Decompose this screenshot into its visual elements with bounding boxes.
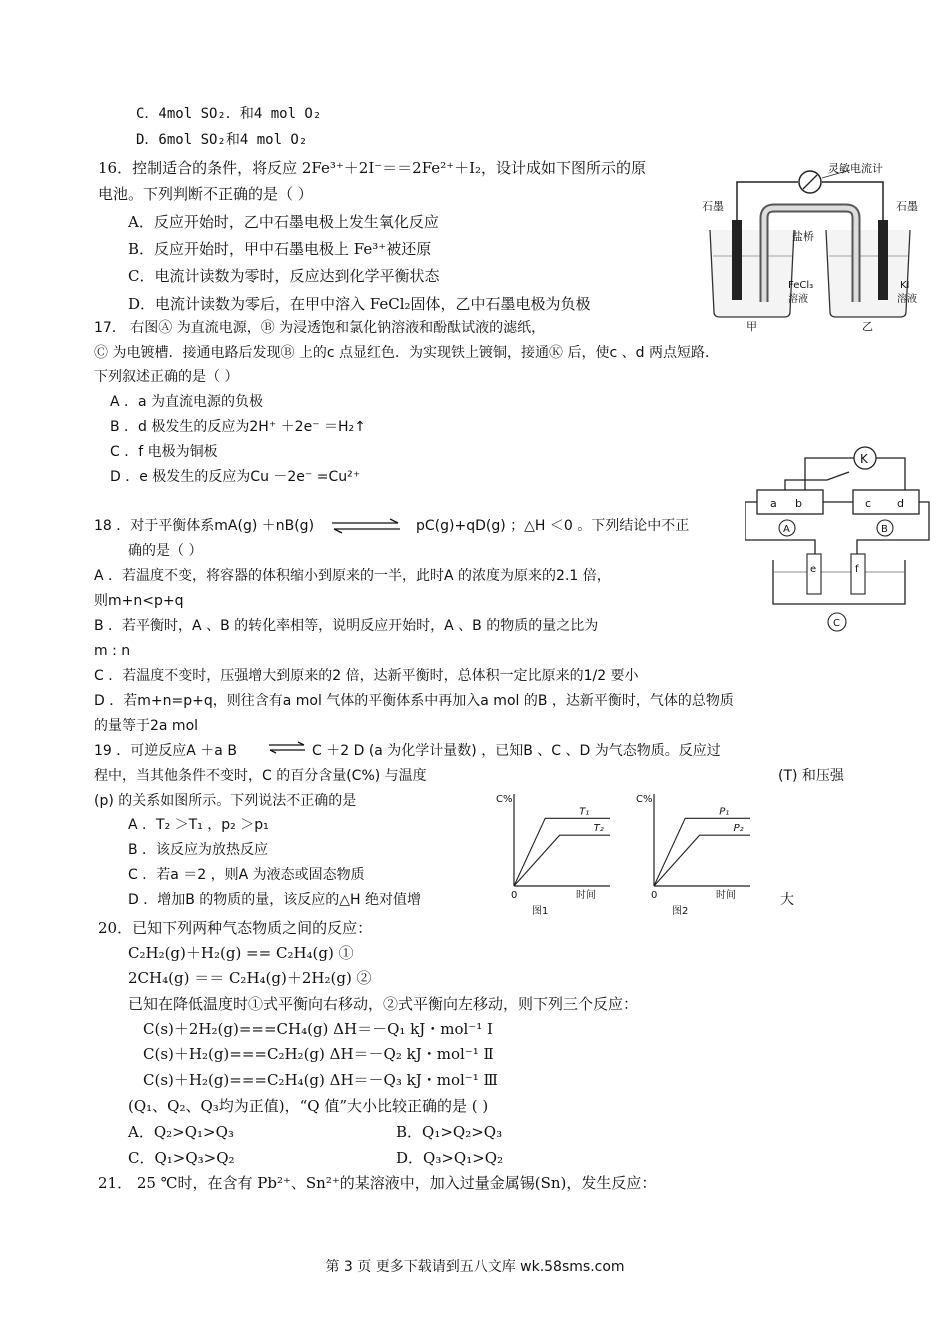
q20-equation-3: C(s)＋H₂(g)===C₂H₄(g) ΔH＝－Q₃ kJ・mol⁻¹ Ⅲ bbox=[143, 1071, 498, 1089]
q18-option-d-line1: D ．若m+n=p+q，则往含有a mol 气体的平衡体系中再加入a mol 的B ，达新平衡时，气体的总物质 bbox=[94, 693, 734, 709]
q18-stem-line1a: 18 ．对于平衡体系mA(g) ＋nB(g) bbox=[94, 518, 315, 534]
q19-option-c: C ．若a ＝2 ，则A 为液态或固态物质 bbox=[128, 867, 365, 883]
q16-option-d: D．电流计读数为零后，在甲中溶入 FeCl₂固体，乙中石墨电极为负极 bbox=[128, 295, 591, 313]
equilibrium-arrows-icon bbox=[330, 516, 402, 536]
q18-option-b-line1: B ．若平衡时，A 、B 的转化率相等，说明反应开始时，A 、B 的物质的量之比为 bbox=[94, 618, 599, 634]
terminal-d: d bbox=[897, 497, 904, 510]
q17-option-b: B ．d 极发生的反应为2H⁺ ＋2e⁻ ＝H₂↑ bbox=[110, 419, 366, 435]
q19-stem-line1b: C ＋2 D (a 为化学计量数) ，已知B 、C 、D 为气态物质。反应过 bbox=[312, 743, 721, 759]
q19-option-b: B ．该反应为放热反应 bbox=[128, 842, 269, 858]
meter-label: 灵敏电流计 bbox=[828, 162, 883, 175]
right-cell-label: 乙 bbox=[862, 320, 873, 332]
filter-paper-b-label: B bbox=[881, 524, 888, 535]
terminal-a: a bbox=[770, 497, 777, 510]
origin-label: 0 bbox=[651, 890, 658, 901]
switch-k-label: K bbox=[860, 452, 868, 466]
q16-option-c: C．电流计读数为零时，反应达到化学平衡状态 bbox=[128, 267, 440, 285]
x-axis-label: 时间 bbox=[716, 890, 736, 901]
q19-stem-line1a: 19 ．可逆反应A ＋a B bbox=[94, 743, 237, 759]
chart-figure-2 bbox=[628, 786, 758, 918]
q19-stem-line2b: (T) 和压强 bbox=[778, 768, 844, 784]
q15-option-d: D．6mol SO₂和4 mol O₂ bbox=[136, 132, 308, 148]
q19-option-a: A ．T₂ ＞T₁ ，p₂ ＞p₁ bbox=[128, 817, 269, 833]
chart-title: 图2 bbox=[672, 906, 689, 917]
q19-stem-line2a: 程中，当其他条件不变时，C 的百分含量(C%) 与温度 bbox=[94, 768, 427, 784]
q18-option-a-line1: A ．若温度不变，将容器的体积缩小到原来的一半，此时A 的浓度为原来的2.1 倍， bbox=[94, 568, 611, 584]
x-axis-label: 时间 bbox=[576, 890, 596, 901]
power-source-a-label: A bbox=[783, 524, 790, 535]
q19-stem-line3: (p) 的关系如图所示。下列说法不正确的是 bbox=[94, 793, 357, 809]
page-footer: 第 3 页 更多下载请到五八文库 wk.58sms.com bbox=[325, 1259, 625, 1275]
q16-option-b: B．反应开始时，甲中石墨电极上 Fe³⁺被还原 bbox=[128, 240, 432, 258]
q17-stem-line3: 下列叙述正确的是（ ） bbox=[94, 369, 239, 385]
chart-title: 图1 bbox=[532, 906, 549, 917]
q20-condition: 已知在降低温度时①式平衡向右移动，②式平衡向左移动，则下列三个反应： bbox=[128, 995, 639, 1013]
q19-option-d-end: 大 bbox=[780, 892, 794, 908]
origin-label: 0 bbox=[511, 890, 518, 901]
q18-option-b-line2: m : n bbox=[94, 643, 131, 659]
series-label-2: T₂ bbox=[593, 823, 604, 835]
left-cell-label: 甲 bbox=[746, 320, 757, 332]
q16-stem-line1: 16．控制适合的条件，将反应 2Fe³⁺＋2I⁻＝＝2Fe²⁺＋I₂，设计成如下图所示的原 bbox=[98, 159, 647, 177]
q18-stem-line1b: pC(g)+qD(g) ；△H ＜0 。下列结论中不正 bbox=[416, 518, 690, 534]
q17-stem-line2: Ⓒ 为电镀槽．接通电路后发现Ⓑ 上的c 点显红色．为实现铁上镀铜，接通Ⓚ 后，使c 、d 两点短路． bbox=[94, 345, 719, 361]
q18-option-c: C ．若温度不变时，压强增大到原来的2 倍，达新平衡时，总体积一定比原来的1/2 要小 bbox=[94, 668, 639, 684]
electrode-e: e bbox=[810, 564, 817, 575]
terminal-c: c bbox=[865, 497, 872, 510]
y-axis-label: C% bbox=[496, 794, 513, 805]
left-electrode-label: 石墨 bbox=[702, 200, 724, 213]
q20-question: (Q₁、Q₂、Q₃均为正值)，“Q 值”大小比较正确的是 ( ) bbox=[128, 1097, 489, 1115]
q20-option-c: C．Q₁>Q₃>Q₂ bbox=[128, 1149, 235, 1167]
electrode-f: f bbox=[855, 564, 859, 575]
q15-option-c: C．4mol SO₂．和4 mol O₂ bbox=[136, 106, 322, 122]
q20-reaction-2: 2CH₄(g) ＝＝ C₂H₄(g)＋2H₂(g) ② bbox=[128, 969, 372, 987]
q18-stem-line2: 确的是（ ） bbox=[128, 543, 203, 559]
salt-bridge-label: 盐桥 bbox=[792, 230, 814, 243]
left-solution-label-2: 溶液 bbox=[788, 294, 808, 305]
q20-option-b: B．Q₁>Q₂>Q₃ bbox=[396, 1123, 503, 1141]
q16-option-a: A．反应开始时，乙中石墨电极上发生氧化反应 bbox=[128, 213, 439, 231]
q18-option-d-line2: 的量等于2a mol bbox=[94, 718, 199, 734]
chart-figure-1 bbox=[488, 786, 618, 918]
reversible-arrows-icon bbox=[268, 740, 306, 756]
q20-stem: 20．已知下列两种气态物质之间的反应： bbox=[98, 919, 373, 937]
series-label-2: P₂ bbox=[733, 823, 744, 835]
q20-reaction-1: C₂H₂(g)＋H₂(g) == C₂H₄(g) ① bbox=[128, 944, 354, 962]
right-solution-label: KI bbox=[900, 280, 910, 291]
left-solution-label: FeCl₃ bbox=[788, 280, 814, 291]
q21-stem: 21． 25 ℃时，在含有 Pb²⁺、Sn²⁺的某溶液中，加入过量金属锡(Sn)，发生反应： bbox=[98, 1174, 657, 1192]
q20-equation-2: C(s)＋H₂(g)===C₂H₂(g) ΔH＝－Q₂ kJ・mol⁻¹ Ⅱ bbox=[143, 1045, 494, 1063]
q17-option-d: D ．e 极发生的反应为Cu －2e⁻ =Cu²⁺ bbox=[110, 469, 361, 485]
q17-stem-line1: 17． 右图Ⓐ 为直流电源，Ⓑ 为浸透饱和氯化钠溶液和酚酞试液的滤纸， bbox=[94, 320, 546, 336]
series-line-2 bbox=[514, 835, 610, 886]
terminal-b: b bbox=[795, 497, 802, 510]
electrolysis-circuit-figure bbox=[745, 442, 930, 640]
q17-option-c: C ．f 电极为铜板 bbox=[110, 444, 218, 460]
series-label-1: T₁ bbox=[579, 806, 590, 818]
series-line-2 bbox=[654, 835, 750, 886]
right-electrode-label: 石墨 bbox=[896, 200, 918, 213]
q17-option-a: A ．a 为直流电源的负极 bbox=[110, 394, 264, 410]
q20-option-d: D．Q₃>Q₁>Q₂ bbox=[396, 1149, 504, 1167]
q20-option-a: A．Q₂>Q₁>Q₃ bbox=[128, 1123, 234, 1141]
q16-stem-line2: 电池。下列判断不正确的是（ ） bbox=[98, 185, 313, 203]
galvanic-cell-figure bbox=[700, 152, 930, 332]
y-axis-label: C% bbox=[636, 794, 653, 805]
series-label-1: P₁ bbox=[719, 806, 730, 818]
plating-cell-c-label: C bbox=[833, 618, 840, 629]
right-solution-label-2: 溶液 bbox=[897, 294, 917, 305]
q20-equation-1: C(s)＋2H₂(g)===CH₄(g) ΔH＝－Q₁ kJ・mol⁻¹ Ⅰ bbox=[143, 1020, 493, 1038]
q19-option-d: D ．增加B 的物质的量，该反应的△H 绝对值增 bbox=[128, 892, 422, 908]
q18-option-a-line2: 则m+n<p+q bbox=[94, 593, 184, 609]
